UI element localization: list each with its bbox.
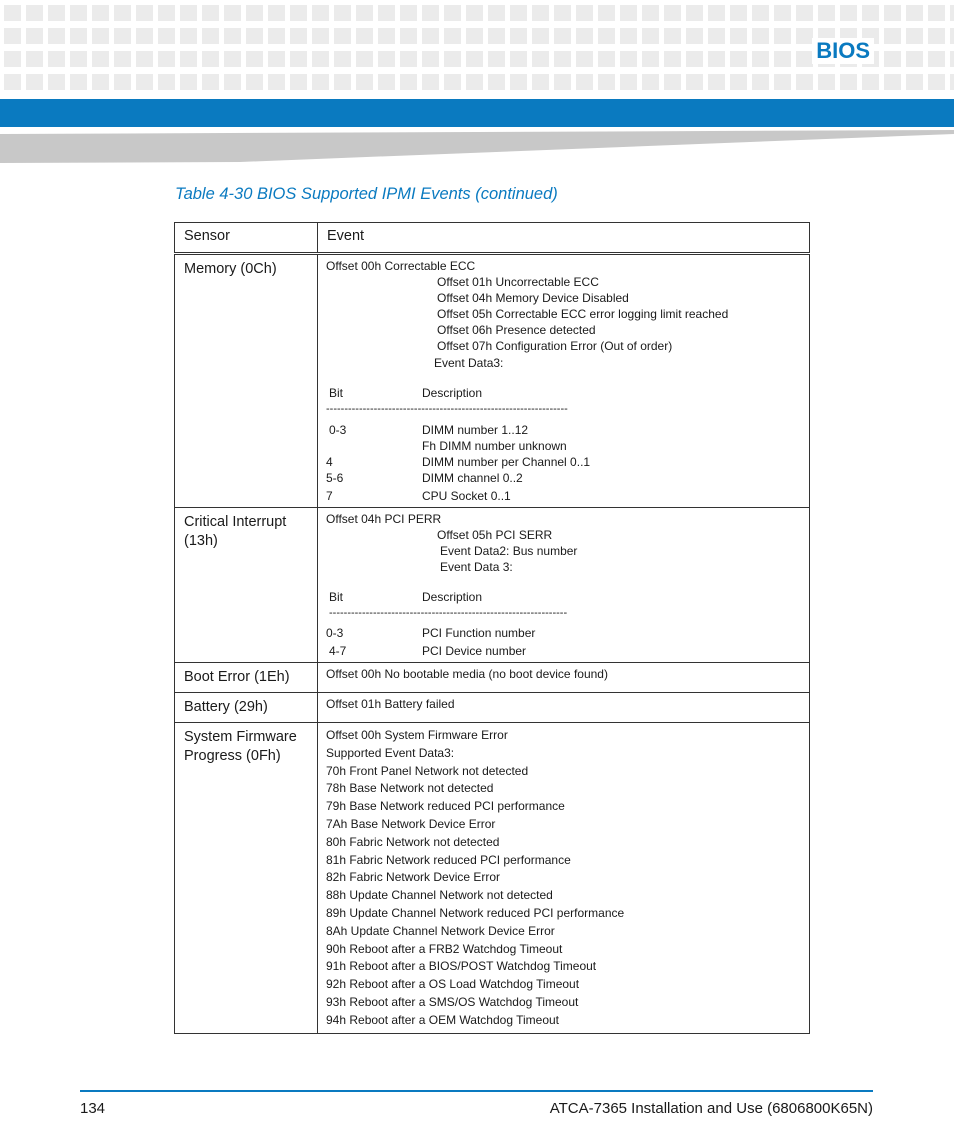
pattern-square xyxy=(356,74,373,90)
bit-value: 7 xyxy=(326,489,333,503)
divider: ----------------------------------------------------------------- xyxy=(329,607,568,619)
pattern-square xyxy=(246,51,263,67)
bit-row xyxy=(326,470,801,486)
pattern-square xyxy=(774,5,791,21)
pattern-square xyxy=(796,5,813,21)
header-sensor: Sensor xyxy=(175,223,318,254)
pattern-square xyxy=(664,28,681,44)
pattern-square xyxy=(774,51,791,67)
table-caption: Table 4-30 BIOS Supported IPMI Events (continued) xyxy=(175,185,558,203)
bit-value xyxy=(326,438,422,454)
pattern-square xyxy=(4,51,21,67)
pattern-square xyxy=(224,5,241,21)
pattern-square xyxy=(554,74,571,90)
event-line: 88h Update Channel Network not detected xyxy=(326,888,553,903)
pattern-square xyxy=(598,74,615,90)
pattern-square xyxy=(884,74,901,90)
pattern-square xyxy=(4,28,21,44)
bit-row xyxy=(326,643,801,659)
pattern-square xyxy=(444,74,461,90)
document-title: ATCA-7365 Installation and Use (6806800K65N) xyxy=(549,1100,873,1117)
pattern-square xyxy=(532,51,549,67)
table-header-row xyxy=(175,223,810,254)
ipmi-events-table xyxy=(174,222,810,1034)
pattern-square xyxy=(884,51,901,67)
event-line: 8Ah Update Channel Network Device Error xyxy=(326,923,555,938)
pattern-square xyxy=(312,28,329,44)
bit-value: 4-7 xyxy=(329,644,347,658)
pattern-square xyxy=(70,28,87,44)
pattern-square xyxy=(642,74,659,90)
pattern-square xyxy=(180,28,197,44)
pattern-square xyxy=(48,5,65,21)
pattern-square xyxy=(114,74,131,90)
bit-label: Bit xyxy=(329,590,344,604)
page-number: 134 xyxy=(80,1100,106,1117)
pattern-square xyxy=(136,28,153,44)
pattern-square xyxy=(202,74,219,90)
pattern-square xyxy=(334,28,351,44)
sensor-cell: Memory (0Ch) xyxy=(175,254,318,508)
pattern-square xyxy=(752,74,769,90)
pattern-square xyxy=(334,5,351,21)
pattern-square xyxy=(664,74,681,90)
event-line: 94h Reboot after a OEM Watchdog Timeout xyxy=(326,1012,560,1027)
pattern-square xyxy=(444,5,461,21)
pattern-square xyxy=(796,28,813,44)
bit-row xyxy=(326,454,801,470)
bit-header xyxy=(326,385,801,401)
pattern-square xyxy=(92,5,109,21)
pattern-square xyxy=(378,51,395,67)
pattern-square xyxy=(48,28,65,44)
pattern-square xyxy=(884,28,901,44)
event-line: 79h Base Network reduced PCI performance xyxy=(326,799,565,814)
bit-row xyxy=(326,488,801,504)
pattern-square xyxy=(576,74,593,90)
pattern-square xyxy=(136,5,153,21)
pattern-square xyxy=(378,28,395,44)
pattern-square xyxy=(554,51,571,67)
pattern-square xyxy=(928,5,945,21)
pattern-square xyxy=(532,74,549,90)
sensor-cell: Boot Error (1Eh) xyxy=(175,663,318,693)
pattern-square xyxy=(840,5,857,21)
header-wedge xyxy=(0,130,954,165)
event-line: Offset 00h Correctable ECC xyxy=(326,259,476,273)
event-line: 89h Update Channel Network reduced PCI performance xyxy=(326,905,625,920)
pattern-square xyxy=(312,5,329,21)
pattern-square xyxy=(510,51,527,67)
pattern-square xyxy=(114,5,131,21)
pattern-square xyxy=(510,5,527,21)
pattern-square xyxy=(576,5,593,21)
pattern-square xyxy=(202,51,219,67)
bit-row xyxy=(326,438,801,454)
bit-value: 0-3 xyxy=(326,626,344,640)
pattern-square xyxy=(620,5,637,21)
pattern-square xyxy=(136,51,153,67)
pattern-square xyxy=(774,28,791,44)
pattern-square xyxy=(730,28,747,44)
pattern-square xyxy=(70,5,87,21)
table-row xyxy=(175,723,810,1034)
pattern-square xyxy=(224,51,241,67)
pattern-square xyxy=(202,28,219,44)
bit-description: DIMM number per Channel 0..1 xyxy=(422,455,591,469)
pattern-square xyxy=(26,74,43,90)
pattern-square xyxy=(466,5,483,21)
pattern-square xyxy=(114,28,131,44)
pattern-square xyxy=(246,74,263,90)
pattern-square xyxy=(576,51,593,67)
bit-description: PCI Device number xyxy=(422,644,527,658)
pattern-square xyxy=(752,5,769,21)
pattern-square xyxy=(422,51,439,67)
bit-description: Fh DIMM number unknown xyxy=(422,439,567,453)
pattern-square xyxy=(510,74,527,90)
pattern-square xyxy=(202,5,219,21)
pattern-square xyxy=(4,5,21,21)
pattern-square xyxy=(356,51,373,67)
pattern-square xyxy=(708,51,725,67)
event-line: 80h Fabric Network not detected xyxy=(326,834,500,849)
pattern-square xyxy=(620,28,637,44)
event-line: 82h Fabric Network Device Error xyxy=(326,870,501,885)
event-cell xyxy=(318,254,810,508)
pattern-square xyxy=(818,74,835,90)
pattern-square xyxy=(488,51,505,67)
pattern-square xyxy=(488,74,505,90)
pattern-square xyxy=(708,5,725,21)
pattern-square xyxy=(928,28,945,44)
bit-description: PCI Function number xyxy=(422,626,536,640)
pattern-square xyxy=(246,28,263,44)
pattern-square xyxy=(4,74,21,90)
pattern-square xyxy=(136,74,153,90)
pattern-square xyxy=(444,51,461,67)
bit-header xyxy=(326,589,801,605)
sensor-cell: Critical Interrupt (13h) xyxy=(175,508,318,663)
pattern-square xyxy=(378,74,395,90)
pattern-square xyxy=(114,51,131,67)
pattern-square xyxy=(400,74,417,90)
pattern-square xyxy=(488,28,505,44)
event-line: Offset 01h Uncorrectable ECC xyxy=(437,275,599,289)
pattern-square xyxy=(158,74,175,90)
desc-label: Description xyxy=(422,590,483,604)
pattern-square xyxy=(752,28,769,44)
pattern-square xyxy=(444,28,461,44)
pattern-square xyxy=(730,74,747,90)
pattern-square xyxy=(466,74,483,90)
pattern-square xyxy=(598,5,615,21)
pattern-square xyxy=(488,5,505,21)
pattern-square xyxy=(312,74,329,90)
header-pattern xyxy=(0,0,954,98)
pattern-square xyxy=(796,74,813,90)
pattern-square xyxy=(950,74,954,90)
event-line: 70h Front Panel Network not detected xyxy=(326,763,529,778)
pattern-square xyxy=(290,28,307,44)
pattern-square xyxy=(422,5,439,21)
pattern-square xyxy=(554,5,571,21)
section-title: BIOS xyxy=(812,38,874,64)
pattern-square xyxy=(774,74,791,90)
pattern-square xyxy=(70,51,87,67)
pattern-square xyxy=(400,5,417,21)
pattern-square xyxy=(752,51,769,67)
event-cell: Offset 01h Battery failed xyxy=(318,693,810,723)
table-row xyxy=(175,254,810,508)
event-cell xyxy=(318,508,810,663)
pattern-square xyxy=(334,51,351,67)
footer-rule xyxy=(80,1090,873,1092)
pattern-square xyxy=(290,51,307,67)
pattern-square xyxy=(92,28,109,44)
pattern-square xyxy=(950,28,954,44)
pattern-square xyxy=(268,5,285,21)
pattern-square xyxy=(48,51,65,67)
pattern-square xyxy=(686,51,703,67)
pattern-square xyxy=(158,5,175,21)
pattern-square xyxy=(598,51,615,67)
pattern-square xyxy=(378,5,395,21)
event-line: Offset 05h PCI SERR xyxy=(437,528,553,542)
pattern-square xyxy=(180,51,197,67)
bit-value: 4 xyxy=(326,455,333,469)
pattern-square xyxy=(246,5,263,21)
table-row xyxy=(175,663,810,693)
pattern-square xyxy=(158,28,175,44)
pattern-square xyxy=(840,74,857,90)
pattern-square xyxy=(268,74,285,90)
pattern-square xyxy=(422,74,439,90)
pattern-square xyxy=(576,28,593,44)
bit-description: DIMM number 1..12 xyxy=(422,423,529,437)
pattern-square xyxy=(400,28,417,44)
pattern-square xyxy=(158,51,175,67)
bit-value: 0-3 xyxy=(329,423,347,437)
pattern-square xyxy=(708,28,725,44)
pattern-square xyxy=(730,51,747,67)
pattern-square xyxy=(686,5,703,21)
pattern-square xyxy=(642,28,659,44)
bit-row xyxy=(326,625,801,641)
pattern-square xyxy=(532,28,549,44)
pattern-square xyxy=(708,74,725,90)
event-line: Supported Event Data3: xyxy=(326,745,455,760)
pattern-square xyxy=(928,51,945,67)
pattern-square xyxy=(466,51,483,67)
pattern-square xyxy=(730,5,747,21)
pattern-square xyxy=(620,74,637,90)
pattern-square xyxy=(92,51,109,67)
pattern-square xyxy=(906,5,923,21)
pattern-square xyxy=(906,74,923,90)
pattern-square xyxy=(26,28,43,44)
event-line: Event Data 3: xyxy=(440,560,513,574)
event-line: Event Data2: Bus number xyxy=(440,544,578,558)
pattern-square xyxy=(422,28,439,44)
pattern-square xyxy=(268,51,285,67)
event-line: 78h Base Network not detected xyxy=(326,781,494,796)
sensor-cell: System Firmware Progress (0Fh) xyxy=(175,723,318,1034)
event-line: 93h Reboot after a SMS/OS Watchdog Timeout xyxy=(326,994,579,1009)
event-line: Offset 04h PCI PERR xyxy=(326,512,442,526)
event-line: 7Ah Base Network Device Error xyxy=(326,816,496,831)
pattern-square xyxy=(950,5,954,21)
bit-description: CPU Socket 0..1 xyxy=(422,489,511,503)
pattern-square xyxy=(862,5,879,21)
pattern-square xyxy=(598,28,615,44)
pattern-square xyxy=(686,28,703,44)
bit-row xyxy=(326,422,801,438)
header-event: Event xyxy=(318,223,810,254)
pattern-square xyxy=(554,28,571,44)
event-line: 91h Reboot after a BIOS/POST Watchdog Timeout xyxy=(326,959,597,974)
pattern-square xyxy=(334,74,351,90)
pattern-square xyxy=(92,74,109,90)
pattern-square xyxy=(818,5,835,21)
pattern-square xyxy=(862,74,879,90)
pattern-square xyxy=(290,74,307,90)
pattern-square xyxy=(906,28,923,44)
pattern-square xyxy=(510,28,527,44)
pattern-square xyxy=(290,5,307,21)
divider: ------------------------------------------------------------------ xyxy=(326,403,568,415)
event-line: 81h Fabric Network reduced PCI performance xyxy=(326,852,571,867)
event-line: Offset 06h Presence detected xyxy=(437,323,596,337)
pattern-square xyxy=(224,28,241,44)
table-row xyxy=(175,508,810,663)
event-line: 90h Reboot after a FRB2 Watchdog Timeout xyxy=(326,941,563,956)
event-cell: Offset 00h No bootable media (no boot device found) xyxy=(318,663,810,693)
pattern-square xyxy=(906,51,923,67)
pattern-square xyxy=(26,5,43,21)
sensor-cell: Battery (29h) xyxy=(175,693,318,723)
event-line: 92h Reboot after a OS Load Watchdog Timeout xyxy=(326,977,580,992)
pattern-square xyxy=(466,28,483,44)
pattern-square xyxy=(400,51,417,67)
pattern-square xyxy=(664,5,681,21)
pattern-square xyxy=(664,51,681,67)
pattern-square xyxy=(950,51,954,67)
pattern-square xyxy=(48,74,65,90)
pattern-square xyxy=(356,5,373,21)
pattern-square xyxy=(180,74,197,90)
pattern-square xyxy=(180,5,197,21)
pattern-square xyxy=(532,5,549,21)
table-row xyxy=(175,693,810,723)
pattern-square xyxy=(268,28,285,44)
pattern-square xyxy=(796,51,813,67)
bit-description: DIMM channel 0..2 xyxy=(422,471,523,485)
event-line: Offset 05h Correctable ECC error logging limit reached xyxy=(437,307,729,321)
event-line: Offset 04h Memory Device Disabled xyxy=(437,291,629,305)
event-line: Offset 07h Configuration Error (Out of order) xyxy=(437,339,673,353)
pattern-square xyxy=(312,51,329,67)
pattern-square xyxy=(686,74,703,90)
pattern-square xyxy=(356,28,373,44)
pattern-square xyxy=(620,51,637,67)
pattern-square xyxy=(224,74,241,90)
pattern-square xyxy=(26,51,43,67)
event-line: Event Data3: xyxy=(434,356,504,370)
header-band xyxy=(0,99,954,127)
pattern-square xyxy=(642,51,659,67)
pattern-square xyxy=(70,74,87,90)
pattern-square xyxy=(642,5,659,21)
pattern-square xyxy=(884,5,901,21)
desc-label: Description xyxy=(422,386,483,400)
pattern-square xyxy=(928,74,945,90)
bit-value: 5-6 xyxy=(326,471,344,485)
event-line: Offset 00h System Firmware Error xyxy=(326,728,508,742)
bit-label: Bit xyxy=(329,386,344,400)
event-cell xyxy=(318,723,810,1034)
